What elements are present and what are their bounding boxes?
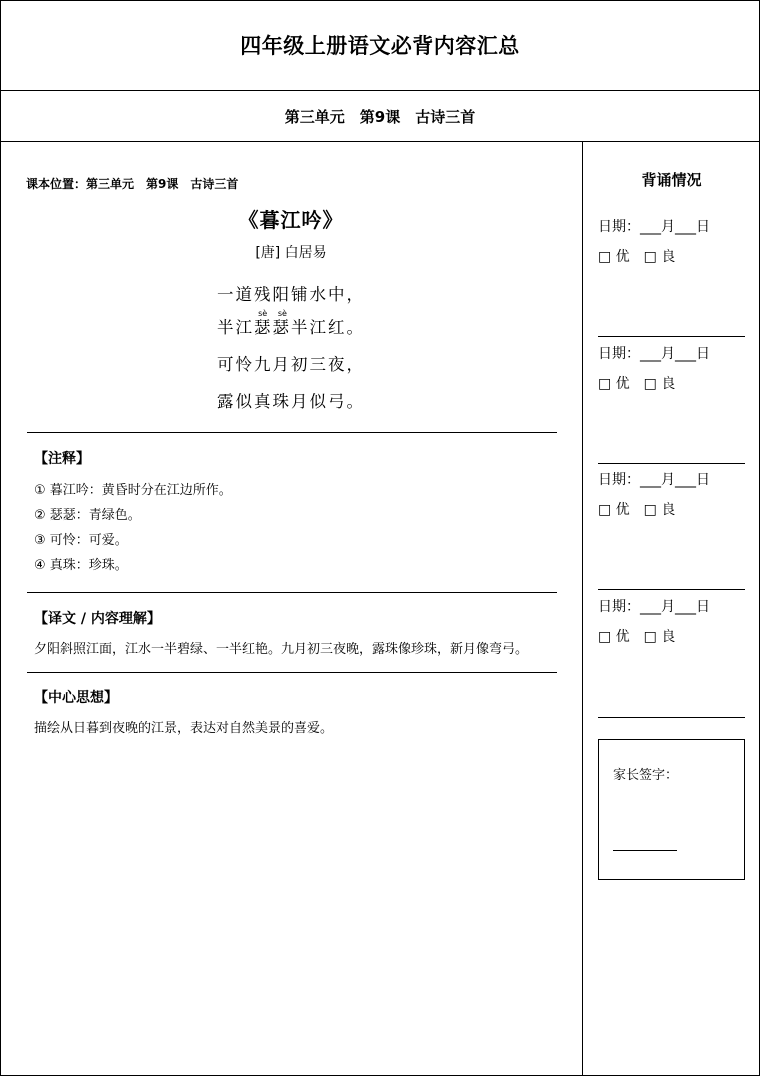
poem-line-part: 半江红。 (291, 318, 365, 337)
translation-heading: 【译文 / 内容理解】 (34, 611, 161, 627)
record-divider (598, 717, 745, 718)
signature-label: 家长签字： (613, 768, 679, 783)
recitation-heading: 背诵情况 (641, 171, 702, 189)
record-grades: □ 优 □ 良 (598, 629, 676, 645)
parent-signature-box (598, 739, 745, 880)
pinyin-annotation (254, 309, 291, 337)
section-divider (27, 592, 557, 593)
section-divider (27, 672, 557, 673)
theme-text: 描绘从日暮到夜晚的江景，表达对自然美景的喜爱。 (34, 721, 334, 736)
poem-line: 一道残阳铺水中， (217, 285, 365, 304)
recitation-record (598, 469, 745, 519)
poem-line-with-pinyin (0, 309, 582, 338)
record-date: 日期：___月___日 (598, 472, 710, 488)
record-grades: □ 优 □ 良 (598, 249, 676, 265)
poem-line: 露似真珠月似弓。 (217, 392, 365, 411)
recitation-record (598, 343, 745, 393)
poem-line: 可怜九月初三夜， (217, 355, 365, 374)
poem-line-part: 半江 (217, 318, 254, 337)
recitation-record (598, 596, 745, 646)
record-date: 日期：___月___日 (598, 346, 710, 362)
record-divider (598, 463, 745, 464)
signature-line (613, 850, 677, 851)
record-divider (598, 336, 745, 337)
main-content (0, 142, 582, 1076)
note-item: ④ 真珠：珍珠。 (34, 558, 128, 573)
notes-heading: 【注释】 (34, 451, 90, 467)
textbook-location: 课本位置：第三单元 第9课 古诗三首 (26, 177, 239, 191)
record-date: 日期：___月___日 (598, 219, 710, 235)
annotated-word: 瑟瑟 (254, 318, 291, 337)
lesson-title: 第三单元 第9课 古诗三首 (284, 107, 476, 126)
lesson-row (0, 91, 760, 142)
note-item: ① 暮江吟：黄昏时分在江边所作。 (34, 483, 232, 498)
translation-text: 夕阳斜照江面，江水一半碧绿、一半红艳。九月初三夜晚，露珠像珍珠，新月像弯弓。 (34, 642, 529, 657)
theme-heading: 【中心思想】 (34, 690, 118, 706)
note-item: ③ 可怜：可爱。 (34, 533, 128, 548)
record-date: 日期：___月___日 (598, 599, 710, 615)
pinyin-text: sè sè (254, 309, 291, 318)
note-item: ② 瑟瑟：青绿色。 (34, 508, 141, 523)
recitation-record (598, 216, 745, 266)
page-title: 四年级上册语文必背内容汇总 (240, 34, 520, 58)
record-grades: □ 优 □ 良 (598, 376, 676, 392)
poem-title: 《暮江吟》 (238, 208, 344, 232)
recitation-sidebar (583, 142, 760, 1076)
title-row (0, 0, 760, 91)
section-divider (27, 432, 557, 433)
poem-author: [唐] 白居易 (255, 245, 327, 261)
record-divider (598, 589, 745, 590)
record-grades: □ 优 □ 良 (598, 502, 676, 518)
